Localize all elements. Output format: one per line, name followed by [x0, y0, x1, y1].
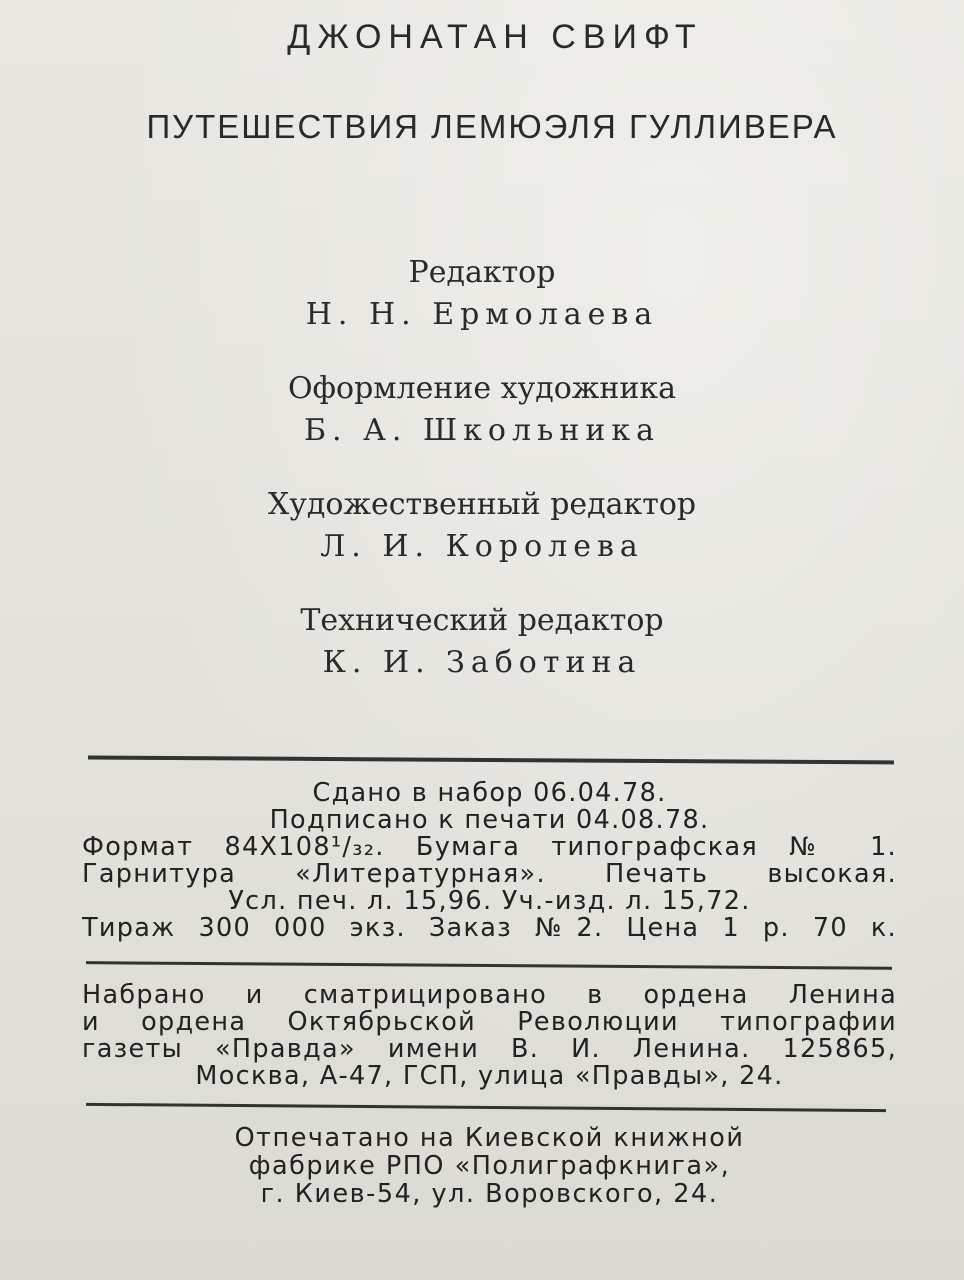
printed-line: фабрике РПО «Полиграфкнига»,	[248, 1151, 731, 1181]
imprint-block	[82, 780, 897, 942]
credit-role-designer: Оформление художника	[287, 371, 677, 406]
credits-block	[0, 252, 964, 716]
divider-rule	[86, 1103, 886, 1112]
imprint-circulation-price: Тираж 300 000 экз. Заказ №2. Цена 1 р. 70 к.	[82, 915, 897, 942]
credit-name-art-editor: Л. И. Королева	[320, 529, 644, 564]
printed-address: г. Киев-54, ул. Воровского, 24.	[260, 1179, 719, 1209]
imprint-signed-date: Подписано к печати 04.08.78.	[269, 807, 710, 834]
divider-rule	[88, 756, 894, 765]
credit-role-editor: Редактор	[408, 255, 556, 290]
book-title: ПУТЕШЕСТВИЯ ЛЕМЮЭЛЯ ГУЛЛИВЕРА	[146, 108, 838, 145]
credit-name-designer: Б. А. Школьника	[304, 413, 660, 448]
imprint-typeface: Гарнитура «Литературная». Печать высокая.	[82, 861, 897, 888]
printed-line: Отпечатано на Киевской книжной	[234, 1123, 745, 1153]
printer-address: Москва, А-47, ГСП, улица «Правды», 24.	[195, 1063, 784, 1090]
credit-name-editor: Н. Н. Ермолаева	[305, 297, 659, 332]
imprint-sheets: Усл. печ. л. 15,96. Уч.-изд. л. 15,72.	[228, 888, 751, 915]
printer-block	[82, 982, 897, 1090]
book-author: ДЖОНАТАН СВИФТ	[287, 18, 703, 56]
credit-role-tech-editor: Технический редактор	[300, 603, 664, 638]
divider-rule	[86, 961, 892, 970]
imprint-typeset-date: Сдано в набор 06.04.78.	[312, 780, 667, 807]
printer-line: газеты «Правда» имени В. И. Ленина. 125865,	[82, 1036, 897, 1063]
credit-name-tech-editor: К. И. Заботина	[322, 645, 642, 680]
imprint-format: Формат 84Х108¹/₃₂. Бумага типографская № 1.	[82, 834, 897, 861]
printed-at-block	[82, 1124, 897, 1208]
printer-line: и ордена Октябрьской Революции типографии	[82, 1009, 897, 1036]
printer-line: Набрано и сматрицировано в ордена Ленина	[82, 982, 897, 1009]
credit-role-art-editor: Художественный редактор	[267, 487, 697, 522]
